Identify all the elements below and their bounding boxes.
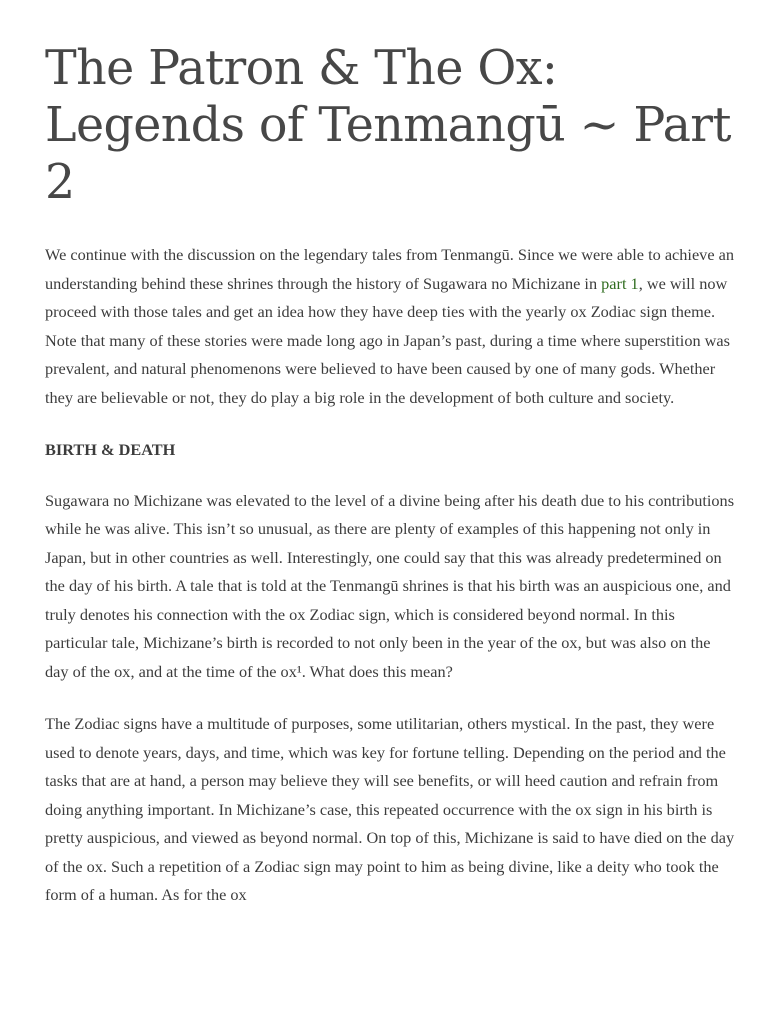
intro-text-after-link: , we will now proceed with those tales and get an idea how they have deep ties with the yearly ox Zodiac sign theme. Note that many of these stories were made long ago in Japan’s past, during a time where superstition was prevalent, and natural phenomenons were believed to have been caused by one of many gods. Whether they are believable or not, they do play a big role in the development of both culture and society. xyxy=(45,273,730,407)
body-paragraph: Sugawara no Michizane was elevated to the level of a divine being after his death due to his contributions while he was alive. This isn’t so unusual, as there are plenty of examples of this happening not only in Japan, but in other countries as well. Interestingly, one could say that this was already predetermined on the day of his birth. A tale that is told at the Tenmangū shrines is that his birth was an auspicious one, and truly denotes his connection with the ox Zodiac sign, which is considered beyond normal. In this particular tale, Michizane’s birth is recorded to not only been in the year of the ox, but was also on the day of the ox, and at the time of the ox¹. What does this mean? xyxy=(45,490,735,681)
section-heading: BIRTH & DEATH xyxy=(45,440,176,459)
part-1-link[interactable]: part 1 xyxy=(601,273,639,293)
intro-paragraph xyxy=(45,241,735,412)
intro-text-before-link: We continue with the discussion on the legendary tales from Tenmangū. Since we were able to achieve an understanding behind these shrines through the history of Sugawara no Michizane in xyxy=(45,245,734,293)
body-paragraph: The Zodiac signs have a multitude of purposes, some utilitarian, others mystical. In the past, they were used to denote years, days, and time, which was key for fortune telling. Depending on the period and the tasks that are at hand, a person may believe they will see benefits, or will heed caution and refrain from doing anything important. In Michizane’s case, this repeated occurrence with the ox sign in his birth is pretty auspicious, and viewed as beyond normal. On top of this, Michizane is said to have died on the day of the ox. Such a repetition of a Zodiac sign may point to him as being divine, like a deity who took the form of a human. As for the ox xyxy=(45,714,735,904)
article xyxy=(45,40,735,934)
article-title: The Patron & The Ox: Legends of Tenmangū ~ Part 2 xyxy=(45,41,731,210)
